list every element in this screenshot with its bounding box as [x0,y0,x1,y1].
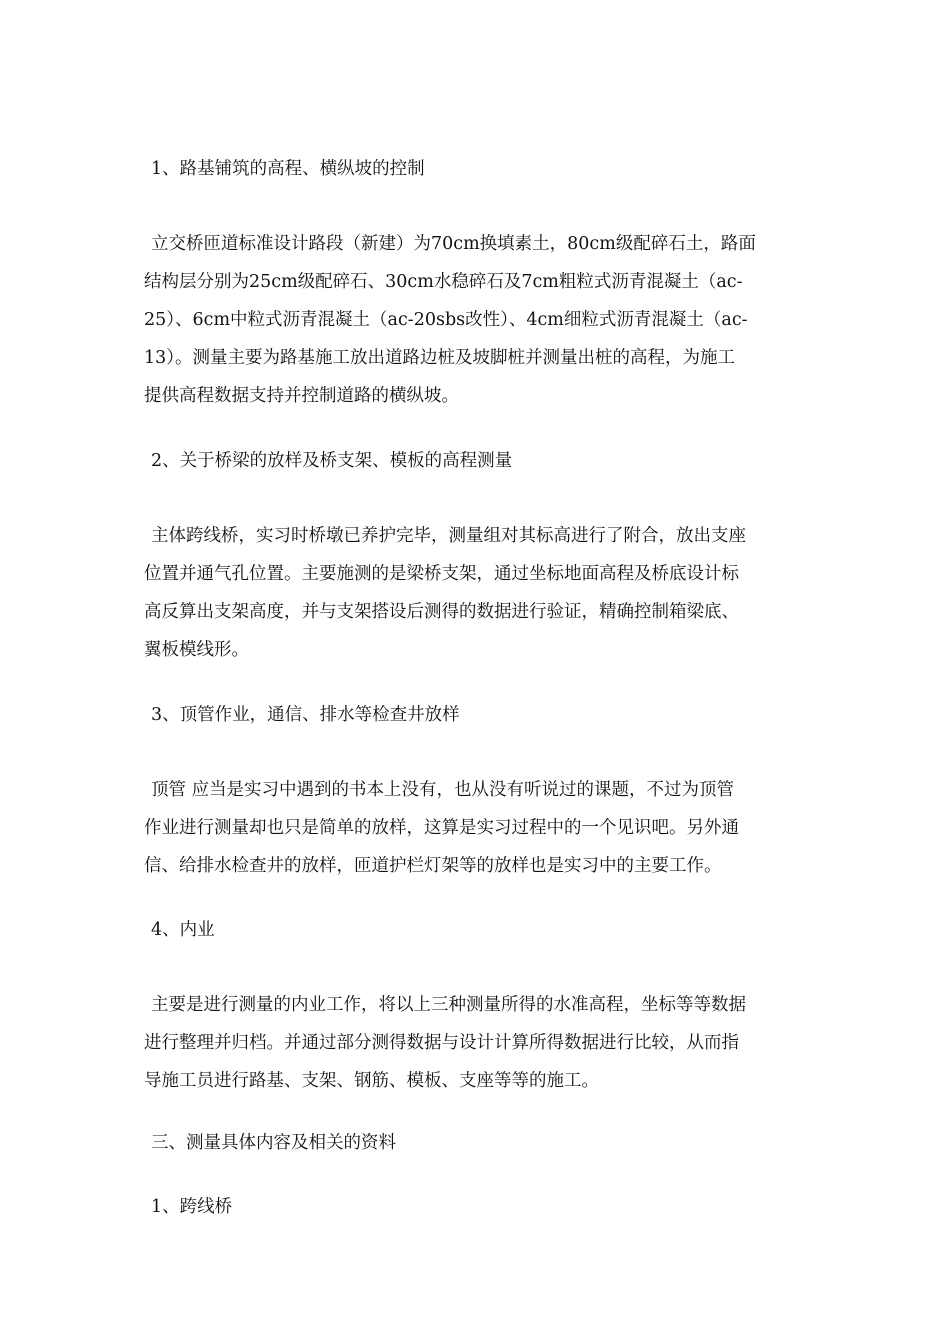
heading-text: 4、内业 [151,920,215,940]
paragraph-line: 25）、6cm中粒式沥青混凝土（ac-20sbs改性）、4cm细粒式沥青混凝土（ac- [144,310,748,330]
paragraph-office-work [144,986,814,1100]
paragraph-pipe-jacking [144,771,814,885]
heading-text: 三、测量具体内容及相关的资料 [151,1133,396,1153]
paragraph-line: 位置并通气孔位置。主要施测的是梁桥支架，通过坐标地面高程及桥底设计标 [144,564,739,584]
section-heading-2 [151,442,821,480]
heading-text: 1、跨线桥 [151,1197,233,1217]
section-heading-1 [151,150,821,188]
section-heading-5 [151,1124,821,1162]
paragraph-line: 立交桥匝道标准设计路段（新建）为70cm换填素土，80cm级配碎石土，路面 [151,234,756,254]
heading-text: 1、路基铺筑的高程、横纵坡的控制 [151,159,425,179]
section-heading-6 [151,1188,821,1226]
paragraph-line: 顶管 应当是实习中遇到的书本上没有，也从没有听说过的课题，不过为顶管 [151,780,735,800]
paragraph-roadbed [144,225,814,415]
paragraph-bridge [144,517,814,669]
heading-text: 2、关于桥梁的放样及桥支架、模板的高程测量 [151,451,513,471]
paragraph-line: 主体跨线桥，实习时桥墩已养护完毕，测量组对其标高进行了附合，放出支座 [151,526,746,546]
paragraph-line: 导施工员进行路基、支架、钢筋、模板、支座等等的施工。 [144,1071,599,1091]
paragraph-line: 提供高程数据支持并控制道路的横纵坡。 [144,386,459,406]
section-heading-4 [151,911,821,949]
section-heading-3 [151,696,821,734]
paragraph-line: 13）。测量主要为路基施工放出道路边桩及坡脚桩并测量出桩的高程，为施工 [144,348,736,368]
paragraph-line: 作业进行测量却也只是简单的放样，这算是实习过程中的一个见识吧。另外通 [144,818,739,838]
paragraph-line: 进行整理并归档。并通过部分测得数据与设计计算所得数据进行比较，从而指 [144,1033,739,1053]
heading-text: 3、顶管作业，通信、排水等检查井放样 [151,705,460,725]
paragraph-line: 结构层分别为25cm级配碎石、30cm水稳碎石及7cm粗粒式沥青混凝土（ac- [144,272,743,292]
paragraph-line: 高反算出支架高度，并与支架搭设后测得的数据进行验证，精确控制箱梁底、 [144,602,739,622]
paragraph-line: 主要是进行测量的内业工作，将以上三种测量所得的水准高程，坐标等等数据 [151,995,746,1015]
paragraph-line: 翼板模线形。 [144,640,249,660]
paragraph-line: 信、给排水检查井的放样，匝道护栏灯架等的放样也是实习中的主要工作。 [144,856,722,876]
